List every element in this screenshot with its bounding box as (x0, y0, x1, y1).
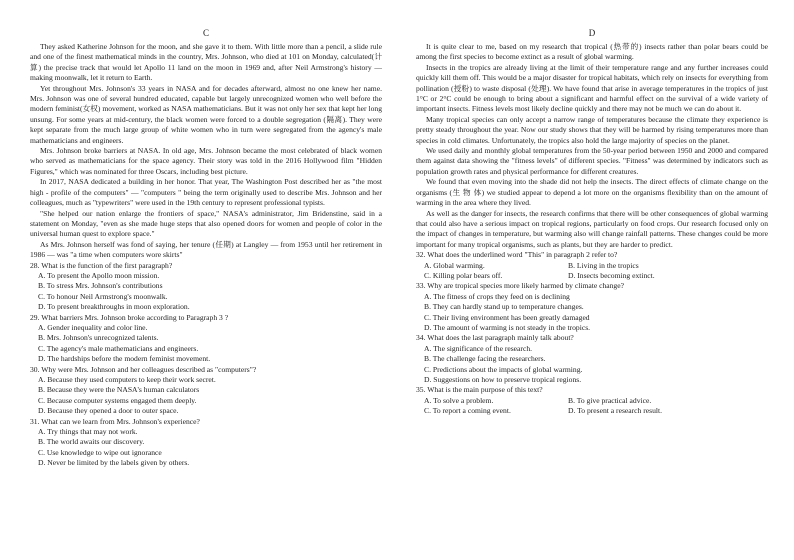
answer-option[interactable]: B. Because they were the NASA's human calculators (38, 385, 200, 395)
answer-option[interactable]: C. Killing polar bears off. (424, 270, 503, 280)
answer-option[interactable]: B. The world awaits our discovery. (38, 437, 145, 447)
question-stem: 33. Why are tropical species more likely harmed by climate change? (416, 281, 624, 291)
answer-option[interactable]: D. Because they opened a door to outer space. (38, 406, 179, 416)
question-28 (30, 261, 382, 313)
paragraph: "She helped our nation enlarge the frontiers of space," NASA's administrator, Jim Bridenstine, said in a statement on Monday, "even as she made huge steps that also opened doors for women and people of color in the universal human quest to explore space." (30, 208, 382, 239)
answer-option[interactable]: D. Insects becoming extinct. (568, 270, 655, 280)
question-32 (416, 250, 768, 281)
answer-option[interactable]: C. The agency's male mathematicians and engineers. (38, 343, 199, 353)
question-30 (30, 365, 382, 417)
option-row (416, 396, 768, 406)
paragraph: As well as the danger for insects, the research confirms that there will be other consequences of global warming that could also have a serious impact on tropical regions, particularly on food crops. Our research focused only on the impact of changes in temperature, but warming also will change rainfall patterns. These changes could be more important for many tropical organisms, such as plants, but they are harder to predict. (416, 208, 768, 249)
answer-option[interactable]: C. Because computer systems engaged them deeply. (38, 395, 197, 405)
question-stem: 30. Why were Mrs. Johnson and her colleagues described as "computers"? (30, 364, 257, 374)
option-row (416, 271, 768, 281)
answer-option[interactable]: D. To present a research result. (568, 406, 663, 416)
answer-option[interactable]: B. Living in the tropics (568, 260, 639, 270)
answer-option[interactable]: A. The fitness of crops they feed on is declining (424, 291, 570, 301)
passage-c-column (30, 28, 382, 469)
question-33 (416, 281, 768, 333)
answer-option[interactable]: C. Use knowledge to wipe out ignorance (38, 447, 162, 457)
passage-d-column (416, 28, 768, 417)
option-row (416, 261, 768, 271)
paragraph: They asked Katherine Johnson for the moon, and she gave it to them. With little more than a pencil, a slide rule and one of the finest mathematical minds in the country, Mrs. Johnson, who died at 101 on Monday, calculated(计算) the precise track that would let Apollo 11 land on the moon in 1969 and, after Neil Armstrong's history —making moonwalk, let it return to Earth. (30, 42, 382, 83)
answer-option[interactable]: A. To present the Apollo moon mission. (38, 270, 160, 280)
answer-option[interactable]: D. The hardships before the modern feminist movement. (38, 354, 211, 364)
question-stem: 28. What is the function of the first paragraph? (30, 260, 173, 270)
answer-option[interactable]: A. Global warming. (424, 260, 485, 270)
answer-option[interactable]: A. Because they used computers to keep their work secret. (38, 375, 216, 384)
answer-option[interactable]: D. The amount of warming is not steady in the tropics. (424, 322, 591, 332)
answer-option[interactable]: A. Try things that may not work. (38, 427, 138, 437)
answer-option[interactable]: A. Gender inequality and color line. (38, 322, 148, 332)
question-stem: 29. What barriers Mrs. Johnson broke according to Paragraph 3 ? (30, 312, 229, 322)
answer-option[interactable]: B. The challenge facing the researchers. (424, 354, 546, 364)
answer-option[interactable]: A. To solve a problem. (424, 395, 494, 405)
answer-option[interactable]: B. Mrs. Johnson's unrecognized talents. (38, 333, 159, 343)
question-29 (30, 313, 382, 365)
paragraph: We used daily and monthly global temperatures from the 50-year period between 1950 and 2000 and compared them against data showing the "fitness levels" of different species. "Fitness" was determined by indicators such as population growth rates and physical performance for different creatures. (416, 146, 768, 176)
answer-option[interactable]: B. They can hardly stand up to temperature changes. (424, 302, 584, 312)
paragraph: Many tropical species can only accept a narrow range of temperatures because the climate they experience is pretty steady throughout the year. Now our study shows that they will be harmed by rising temperatures more than species in cold climates. Unfortunately, the tropics also hold the large majority of species on the planet. (416, 114, 768, 145)
answer-option[interactable]: D. Suggestions on how to preserve tropical regions. (424, 375, 582, 384)
paragraph: As Mrs. Johnson herself was fond of saying, her tenure (任期) at Langley — from 1953 until her retirement in 1986 — was "a time when computers wore skirts" (30, 239, 382, 260)
answer-option[interactable]: A. The significance of the research. (424, 343, 533, 353)
question-stem: 31. What can we learn from Mrs. Johnson's experience? (30, 416, 200, 426)
paragraph: We found that even moving into the shade did not help the insects. The direct effects of climate change on the organisms (生 物 体) we studied appear to depend a lot more on the organisms flexibility than on the amount of warming in the area where they lived. (416, 177, 768, 208)
passage-d-title: D (588, 28, 596, 38)
paragraph: Yet throughout Mrs. Johnson's 33 years in NASA and for decades afterward, almost no one knew her name. Mrs. Johnson was one of several hundred educated, capable but largely unrecognized women who well before the modern feminist(女权) movement, worked as NASA mathematicians. But it was not only her sex that kept her long unsung. For some years at mid-century, the black women were forced to a double segregation (隔离). They were kept separate from the much large group of white women who in turn were segregated from the agency's male mathematicians and engineers. (30, 83, 382, 145)
answer-option[interactable]: D. To present breakthroughs in moon exploration. (38, 302, 190, 312)
answer-option[interactable]: B. To stress Mrs. Johnson's contributions (38, 281, 163, 291)
answer-option[interactable]: D. Never be limited by the labels given by others. (38, 458, 190, 468)
answer-option[interactable]: B. To give practical advice. (568, 395, 652, 405)
question-stem: 35. What is the main purpose of this text? (416, 385, 543, 395)
question-stem: 34. What does the last paragraph mainly talk about? (416, 333, 574, 343)
paragraph: In 2017, NASA dedicated a building in her honor. That year, The Washington Post described her as "the most high - profile of the computers" — "computers " being the term originally used to describe Mrs. Johnson and her colleagues, much as "typewriters" were used in the 19th century to represent professional typists. (30, 177, 382, 208)
answer-option[interactable]: C. To honour Neil Armstrong's moonwalk. (38, 291, 168, 301)
question-35 (416, 385, 768, 416)
answer-option[interactable]: C. To report a coming event. (424, 406, 511, 416)
paragraph: Insects in the tropics are already living at the limit of their temperature range and any further increases could quickly kill them off. This would be a major disaster for tropical habitats, which rely on insects for everything from pollination (授粉) to waste disposal (处理). We have found that arise in average temperatures in the tropics of just 1°C or 2°C could be enough to bring about a significant and harmful effect on the survival of a wide variety of important insects. Fitness levels most likely decline quickly and there may not be much we can do about it. (416, 62, 768, 114)
answer-option[interactable]: C. Predictions about the impacts of global warming. (424, 364, 583, 374)
paragraph: It is quite clear to me, based on my research that tropical (热带的) insects rather than polar bears could be among the first species to become extinct as a result of global warming. (416, 42, 768, 62)
paragraph: Mrs. Johnson broke barriers at NASA. In old age, Mrs. Johnson became the most celebrated of black women who served as mathematicians for the space agency. Their story was told in the 2016 Hollywood film "Hidden Figures," which was nominated for three Oscars, including best picture. (30, 146, 382, 176)
answer-option[interactable]: C. Their living environment has been greatly damaged (424, 312, 590, 322)
question-31 (30, 417, 382, 469)
question-34 (416, 333, 768, 385)
passage-c-title: C (202, 28, 209, 38)
question-stem: 32. What does the underlined word "This" in paragraph 2 refer to? (416, 250, 618, 260)
option-row (416, 406, 768, 416)
